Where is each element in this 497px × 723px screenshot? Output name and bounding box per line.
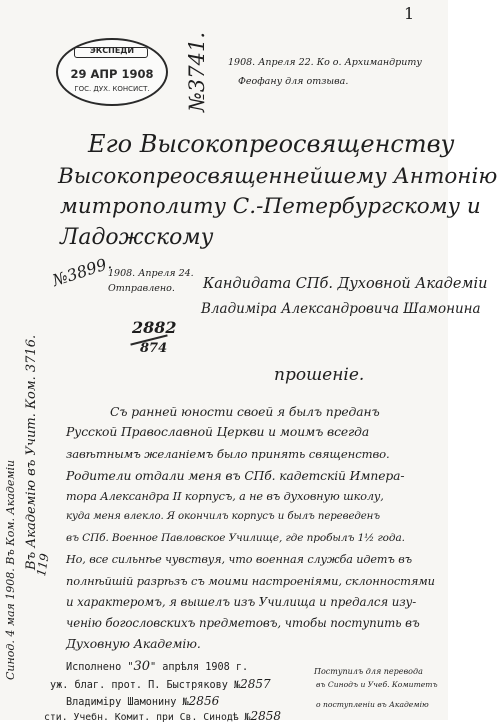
- recipient-1-text: уж. благ. прот. П. Быстрякову №: [50, 680, 241, 691]
- body-line: полнѣйшій разрѣзъ съ моими настроеніями, склонностями: [66, 574, 435, 588]
- executed-line: [66, 659, 248, 674]
- bottom-right-note-2: въ Синодъ и Учеб. Комитетъ: [316, 680, 438, 689]
- margin-left-note: Синод. 4 мая 1908. Въ Ком. Академіи: [4, 459, 17, 680]
- margin-number: 119: [34, 552, 52, 578]
- top-note-line2: Феофану для отзыва.: [238, 76, 349, 87]
- expedition-stamp: [56, 38, 168, 106]
- stamp-date: 29 АПР 1908: [70, 67, 154, 81]
- page-number: 1: [404, 4, 415, 23]
- address-line-2: Высокопреосвященнейшему Антонію: [58, 164, 497, 189]
- body-line: Духовную Академію.: [66, 637, 201, 651]
- recipient-2-text: Владиміру Шамонину №: [66, 697, 189, 708]
- body-line: тора Александра II корпусъ, а не въ духовную школу,: [66, 490, 384, 503]
- stamp-bottom-text: ГОС. ДУХ. КОНСИСТ.: [74, 85, 150, 93]
- registry-sent: Отправлено.: [108, 283, 175, 294]
- recipient-3-number: 2858: [250, 709, 281, 723]
- body-line: и характеромъ, я вышелъ изъ Училища и предался изу-: [66, 595, 417, 609]
- body-line: Но, все сильнѣе чувствуя, что военная служба идетъ въ: [66, 553, 412, 566]
- petition-word: прошеніе.: [274, 365, 365, 385]
- executed-day: 30: [133, 659, 151, 674]
- body-line: куда меня влекло. Я окончилъ корпусъ и былъ переведенъ: [66, 511, 380, 522]
- recipient-line-3: [44, 709, 281, 723]
- body-line: Съ ранней юности своей я былъ преданъ: [110, 405, 380, 419]
- bottom-right-note-1: Поступилъ для перевода: [314, 667, 423, 676]
- candidate-line-2: Владиміра Александровича Шамонина: [201, 301, 481, 317]
- recipient-3-text: сти. Учебн. Комит. при Св. Синодѣ №: [44, 712, 251, 723]
- recipient-1-number: 2857: [240, 677, 271, 691]
- number-bottom: 874: [140, 341, 168, 356]
- recipient-line-2: [66, 694, 219, 708]
- registry-date: 1908. Апреля 24.: [108, 268, 194, 279]
- recipient-line-1: [50, 677, 271, 691]
- body-line: ченію богословскихъ предметовъ, чтобы поступить въ: [66, 616, 420, 630]
- margin-vertical-note: Въ Академію въ Учит. Ком. 3716.: [24, 334, 39, 570]
- number-top: 2882: [132, 318, 177, 337]
- recipient-2-number: 2856: [188, 694, 220, 708]
- body-line: Русской Православной Церкви и моимъ всегда: [66, 425, 370, 439]
- bottom-right-note-3: о поступленіи въ Академію: [316, 700, 429, 709]
- registry-number: №3741.: [185, 32, 209, 112]
- body-line: Родители отдали меня въ СПб. кадетскій Импера-: [66, 469, 405, 483]
- body-line: въ СПб. Военное Павловское Училище, где пробылъ 1½ года.: [66, 532, 405, 544]
- executed-suffix: " апрѣля 1908 г.: [150, 662, 249, 673]
- top-note-line1: 1908. Апреля 22. Ко о. Архимандриту: [228, 57, 422, 68]
- address-line-3: митрополиту С.-Петербургскому и: [60, 194, 481, 219]
- registry-number-2: №3899.: [50, 253, 114, 291]
- address-line-4: Ладожскому: [60, 225, 214, 250]
- executed-prefix: Исполнено ": [66, 662, 134, 673]
- stamp-top-word: ЭКСПЕДИ: [89, 46, 135, 55]
- address-line-1: Его Высокопреосвященству: [88, 130, 455, 158]
- candidate-line-1: Кандидата СПб. Духовной Академіи: [203, 276, 488, 292]
- body-line: завѣтнымъ желаніемъ было принять священство.: [66, 447, 390, 461]
